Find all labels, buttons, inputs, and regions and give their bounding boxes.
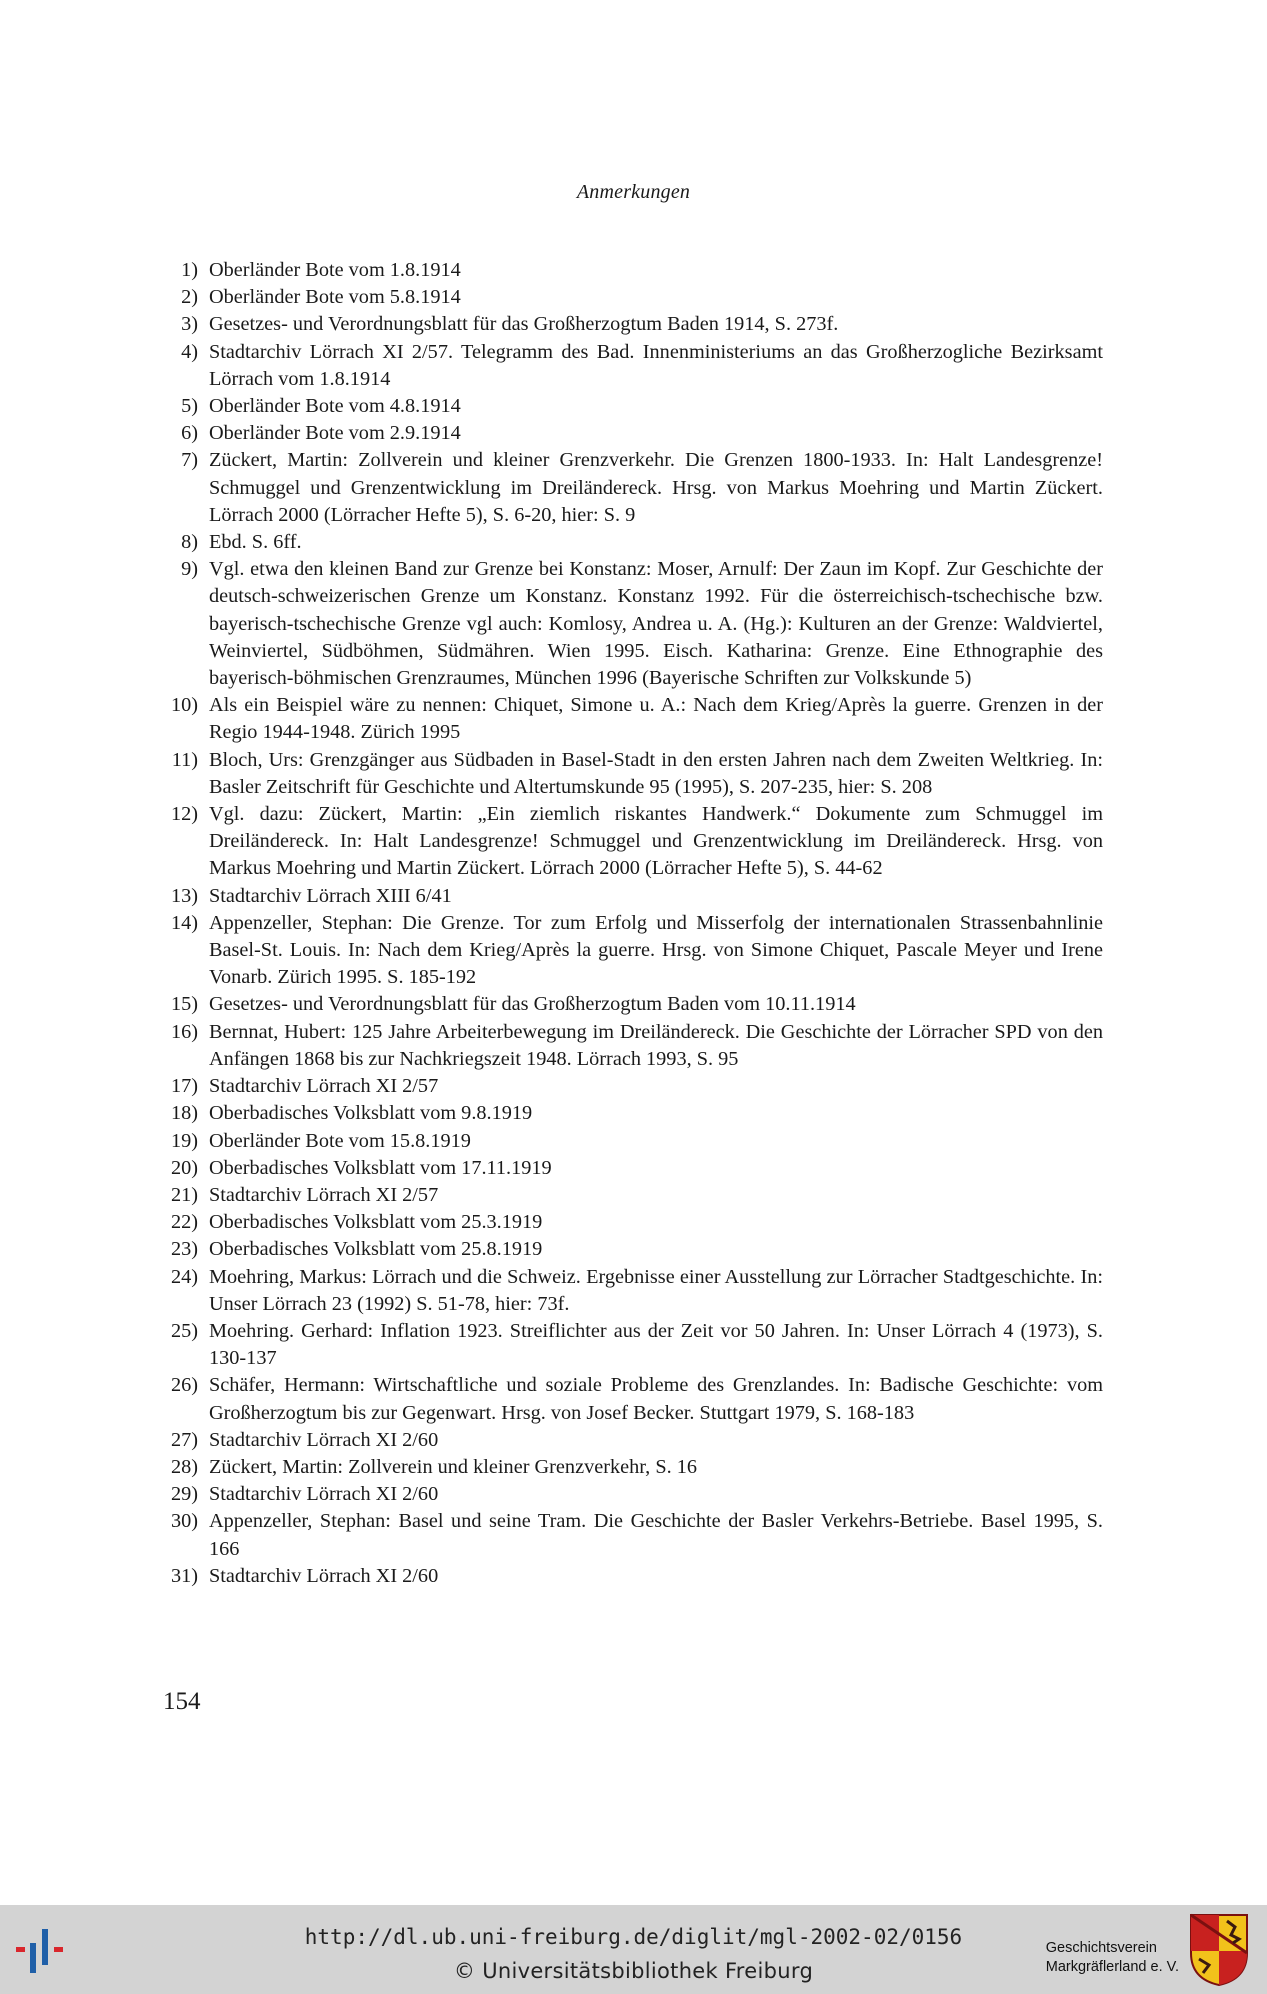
endnote-number: 15)	[170, 993, 198, 1016]
endnote-item	[158, 339, 1103, 393]
endnote-item	[158, 1427, 1103, 1454]
endnote-text: Stadtarchiv Lörrach XIII 6/41	[209, 884, 452, 907]
endnote-item	[158, 1128, 1103, 1155]
endnote-number: 14)	[170, 911, 198, 934]
endnote-text: Oberbadisches Volksblatt vom 17.11.1919	[209, 1156, 552, 1179]
endnote-text: Vgl. etwa den kleinen Band zur Grenze bei Konstanz: Moser, Arnulf: Der Zaun im Kopf. Zur Geschichte der deutsch-schweizerischen Grenze um Konstanz. Konstanz 1992. Für die österreichisch-tschechische bzw. bayerisch-tschechische Grenze vgl auch: Komlosy, Andrea u. A. (Hg.): Kulturen an der Grenze: Waldviertel, Weinviertel, Südböhmen, Südmähren. Wien 1995. Eisch. Katharina: Grenze. Eine Ethnographie des bayerisch-böhmischen Grenzraumes, München 1996 (Bayerische Schriften zur Volkskunde 5)	[209, 558, 1103, 690]
endnote-number: 24)	[170, 1265, 198, 1288]
endnote-text: Oberbadisches Volksblatt vom 9.8.1919	[209, 1102, 533, 1125]
endnote-number: 29)	[170, 1483, 198, 1506]
endnote-text: Zückert, Martin: Zollverein und kleiner Grenzverkehr, S. 16	[209, 1455, 698, 1478]
endnote-number: 13)	[170, 884, 198, 907]
footer-bar	[0, 1905, 1267, 1994]
endnote-number: 11)	[171, 748, 198, 771]
footer-society-name	[1046, 1939, 1179, 1977]
endnote-item	[158, 1155, 1103, 1182]
endnote-number: 2)	[181, 286, 198, 309]
endnote-text: Moehring, Markus: Lörrach und die Schweiz. Ergebnisse einer Ausstellung zur Lörracher Stadtgeschichte. In: Unser Lörrach 23 (1992) S. 51-78, hier: 73f.	[209, 1265, 1103, 1315]
endnote-number: 16)	[170, 1020, 198, 1043]
endnote-text: Oberbadisches Volksblatt vom 25.3.1919	[209, 1211, 543, 1234]
endnote-item	[158, 1073, 1103, 1100]
endnote-text: Appenzeller, Stephan: Die Grenze. Tor zum Erfolg und Misserfolg der internationalen Strassenbahnlinie Basel-St. Louis. In: Nach dem Krieg/Après la guerre. Hrsg. von Simone Chiquet, Pascale Meyer und Irene Vonarb. Zürich 1995. S. 185-192	[209, 911, 1103, 989]
endnote-text: Schäfer, Hermann: Wirtschaftliche und soziale Probleme des Grenzlandes. In: Badische Geschichte: vom Großherzogtum bis zur Gegenwart. Hrsg. von Josef Becker. Stuttgart 1979, S. 168-183	[209, 1374, 1103, 1424]
endnote-text: Bloch, Urs: Grenzgänger aus Südbaden in Basel-Stadt in den ersten Jahren nach dem Zweiten Weltkrieg. In: Basler Zeitschrift für Geschichte und Altertumskunde 95 (1995), S. 207-235, hier: S. 208	[209, 748, 1103, 798]
endnote-number: 10)	[170, 694, 198, 717]
endnote-text: Stadtarchiv Lörrach XI 2/57	[209, 1075, 439, 1098]
endnote-number: 28)	[170, 1455, 198, 1478]
endnote-text: Bernnat, Hubert: 125 Jahre Arbeiterbewegung im Dreiländereck. Die Geschichte der Lörracher SPD von den Anfängen 1868 bis zur Nachkriegszeit 1948. Lörrach 1993, S. 95	[209, 1020, 1103, 1070]
running-head: Anmerkungen	[576, 181, 691, 203]
endnote-number: 4)	[181, 340, 198, 363]
coat-of-arms-icon	[1189, 1913, 1249, 1987]
endnote-item	[158, 1100, 1103, 1127]
endnote-text: Stadtarchiv Lörrach XI 2/57	[209, 1183, 439, 1206]
endnote-text: Stadtarchiv Lörrach XI 2/57. Telegramm des Bad. Innenministeriums an das Großherzogliche Bezirksamt Lörrach vom 1.8.1914	[209, 340, 1103, 390]
endnote-text: Oberländer Bote vom 4.8.1914	[209, 395, 461, 418]
endnote-text: Zückert, Martin: Zollverein und kleiner Grenzverkehr. Die Grenzen 1800-1933. In: Halt Landesgrenze! Schmuggel und Grenzentwicklung im Dreiländereck. Hrsg. von Markus Moehring und Martin Zückert. Lörrach 2000 (Lörracher Hefte 5), S. 6-20, hier: S. 9	[209, 449, 1103, 526]
endnote-text: Ebd. S. 6ff.	[209, 531, 302, 554]
endnote-item	[158, 447, 1103, 529]
endnote-text: Als ein Beispiel wäre zu nennen: Chiquet, Simone u. A.: Nach dem Krieg/Après la guerre. Grenzen in der Regio 1944-1948. Zürich 1995	[209, 694, 1103, 744]
society-line-2: Markgräflerland e. V.	[1045, 1959, 1179, 1975]
endnote-item	[158, 311, 1103, 338]
endnote-number: 30)	[170, 1510, 198, 1533]
endnote-number: 17)	[170, 1075, 198, 1098]
endnote-item	[158, 1209, 1103, 1236]
endnote-item	[158, 1318, 1103, 1372]
endnote-number: 18)	[170, 1102, 198, 1125]
endnote-number: 20)	[170, 1156, 198, 1179]
endnote-item	[158, 257, 1103, 284]
endnote-item	[158, 1372, 1103, 1426]
endnote-text: Stadtarchiv Lörrach XI 2/60	[209, 1564, 439, 1587]
endnote-item	[158, 801, 1103, 883]
endnote-item	[158, 747, 1103, 801]
endnote-item	[158, 420, 1103, 447]
endnote-item	[158, 1563, 1103, 1590]
endnote-number: 19)	[170, 1129, 198, 1152]
endnote-item	[158, 1236, 1103, 1263]
endnote-number: 25)	[170, 1319, 198, 1342]
endnote-text: Gesetzes- und Verordnungsblatt für das Großherzogtum Baden vom 10.11.1914	[209, 993, 856, 1016]
endnote-number: 22)	[170, 1211, 198, 1234]
endnote-item	[158, 991, 1103, 1018]
endnote-number: 5)	[181, 395, 198, 418]
footer-copyright: © Universitätsbibliothek Freiburg	[453, 1959, 814, 1983]
endnote-item	[158, 284, 1103, 311]
endnote-item	[158, 883, 1103, 910]
endnote-number: 26)	[170, 1374, 198, 1397]
society-line-1: Geschichtsverein	[1045, 1940, 1157, 1956]
endnote-item	[158, 1264, 1103, 1318]
endnote-number: 1)	[181, 259, 198, 281]
endnote-item	[158, 910, 1103, 992]
endnote-item	[158, 1454, 1103, 1481]
endnote-item	[158, 393, 1103, 420]
endnote-text: Oberländer Bote vom 15.8.1919	[209, 1129, 471, 1152]
endnote-text: Oberländer Bote vom 5.8.1914	[209, 286, 461, 309]
endnote-text: Gesetzes- und Verordnungsblatt für das Großherzogtum Baden 1914, S. 273f.	[209, 313, 839, 336]
endnote-number: 3)	[181, 313, 198, 336]
endnote-item	[158, 529, 1103, 556]
endnote-number: 6)	[181, 422, 198, 445]
endnote-item	[158, 556, 1103, 692]
endnote-item	[158, 1182, 1103, 1209]
endnotes-list	[158, 257, 1103, 1590]
endnote-text: Oberländer Bote vom 2.9.1914	[209, 422, 461, 445]
endnote-number: 27)	[170, 1428, 198, 1451]
endnote-number: 23)	[170, 1238, 198, 1261]
endnote-item	[158, 1481, 1103, 1508]
endnote-number: 21)	[170, 1183, 198, 1206]
endnote-text: Oberländer Bote vom 1.8.1914	[209, 259, 461, 281]
endnote-text: Stadtarchiv Lörrach XI 2/60	[209, 1428, 439, 1451]
endnote-text: Oberbadisches Volksblatt vom 25.8.1919	[209, 1238, 543, 1261]
endnote-number: 9)	[181, 558, 198, 581]
endnote-item	[158, 692, 1103, 746]
endnote-number: 7)	[181, 449, 198, 472]
endnote-number: 8)	[181, 531, 198, 554]
endnote-text: Stadtarchiv Lörrach XI 2/60	[209, 1483, 439, 1506]
page-number: 154	[163, 1688, 201, 1715]
endnote-number: 12)	[170, 803, 198, 826]
endnote-item	[158, 1019, 1103, 1073]
endnote-text: Vgl. dazu: Zückert, Martin: „Ein ziemlich riskantes Handwerk.“ Dokumente zum Schmuggel im Dreiländereck. In: Halt Landesgrenze! Schmuggel und Grenzentwicklung im Dreiländereck. Hrsg. von Markus Moehring und Martin Zückert. Lörrach 2000 (Lörracher Hefte 5), S. 44-62	[209, 803, 1103, 880]
footer-url-link[interactable]: http://dl.ub.uni-freiburg.de/diglit/mgl-2002-02/0156	[304, 1925, 963, 1949]
endnote-number: 31)	[170, 1564, 198, 1587]
endnote-item	[158, 1508, 1103, 1562]
endnote-text: Appenzeller, Stephan: Basel und seine Tram. Die Geschichte der Basler Verkehrs-Betriebe. Basel 1995, S. 166	[209, 1510, 1103, 1560]
endnote-text: Moehring. Gerhard: Inflation 1923. Streiflichter aus der Zeit vor 50 Jahren. In: Unser Lörrach 4 (1973), S. 130-137	[209, 1319, 1103, 1370]
